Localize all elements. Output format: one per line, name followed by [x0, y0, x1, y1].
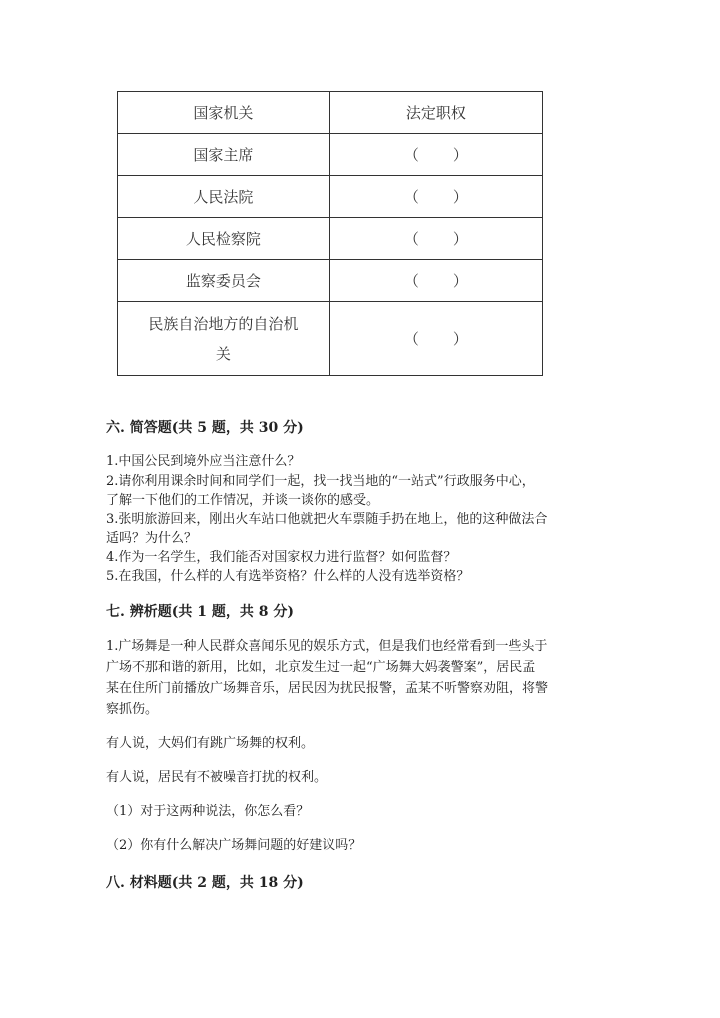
answer-blank: （ ） — [403, 188, 468, 206]
view-1: 有人说，大妈们有跳广场舞的权利。 — [106, 736, 315, 751]
table-row — [118, 302, 543, 376]
question-line: 1.中国公民到境外应当注意什么？ — [106, 454, 301, 469]
answer-blank: （ ） — [403, 230, 468, 248]
view-2: 有人说，居民有不被噪音打扰的权利。 — [106, 770, 328, 785]
question-line: 4.作为一名学生，我们能否对国家权力进行监督？如何监督？ — [106, 550, 457, 565]
organ-cell: 人民法院 — [118, 176, 330, 218]
organ-duty-table — [117, 91, 543, 376]
answer-blank: （ ） — [403, 146, 468, 164]
answer-blank: （ ） — [403, 272, 468, 290]
organ-cell: 人民检察院 — [118, 218, 330, 260]
organ-cell — [118, 302, 330, 376]
table-row — [118, 134, 543, 176]
question-line: 2.请你利用课余时间和同学们一起，找一找当地的“一站式”行政服务中心， — [106, 474, 535, 489]
duty-blank-cell — [329, 260, 542, 302]
header-organ: 国家机关 — [118, 92, 330, 134]
section-6-title: 六. 简答题(共 5 题，共 30 分) — [106, 420, 304, 436]
duty-blank-cell — [329, 302, 542, 376]
duty-blank-cell — [329, 134, 542, 176]
sub-question-2: （2）你有什么解决广场舞问题的好建议吗？ — [106, 838, 362, 853]
question-line: 3.张明旅游回来，刚出火车站口他就把火车票随手扔在地上，他的这种做法合 — [106, 512, 548, 527]
passage-line: 某在住所门前播放广场舞音乐，居民因为扰民报警，孟某不听警察劝阻，将警 — [106, 681, 549, 696]
passage-line: 广场不那和谐的新用，比如，北京发生过一起“广场舞大妈袭警案”，居民孟 — [106, 660, 536, 675]
table-header-row — [118, 92, 543, 134]
organ-cell-text: 民族自治地方的自治机 关 — [148, 314, 299, 363]
duty-blank-cell — [329, 218, 542, 260]
sub-question-1: （1）对于这两种说法，你怎么看？ — [106, 804, 310, 819]
answer-blank: （ ） — [403, 330, 468, 348]
section-7-title: 七. 辨析题(共 1 题，共 8 分) — [106, 604, 294, 620]
table-row — [118, 218, 543, 260]
table-row — [118, 260, 543, 302]
duty-blank-cell — [329, 176, 542, 218]
passage-line: 察抓伤。 — [106, 702, 159, 717]
question-line: 5.在我国，什么样的人有选举资格？什么样的人没有选举资格？ — [106, 569, 470, 584]
header-duty: 法定职权 — [329, 92, 542, 134]
question-line: 适吗？为什么？ — [106, 531, 198, 546]
question-line: 了解一下他们的工作情况，并谈一谈你的感受。 — [106, 493, 380, 508]
table-row — [118, 176, 543, 218]
organ-cell: 监察委员会 — [118, 260, 330, 302]
organ-cell: 国家主席 — [118, 134, 330, 176]
passage-line: 1.广场舞是一种人民群众喜闻乐见的娱乐方式，但是我们也经常看到一些头于 — [106, 639, 548, 654]
section-8-title: 八. 材料题(共 2 题，共 18 分) — [106, 875, 304, 891]
